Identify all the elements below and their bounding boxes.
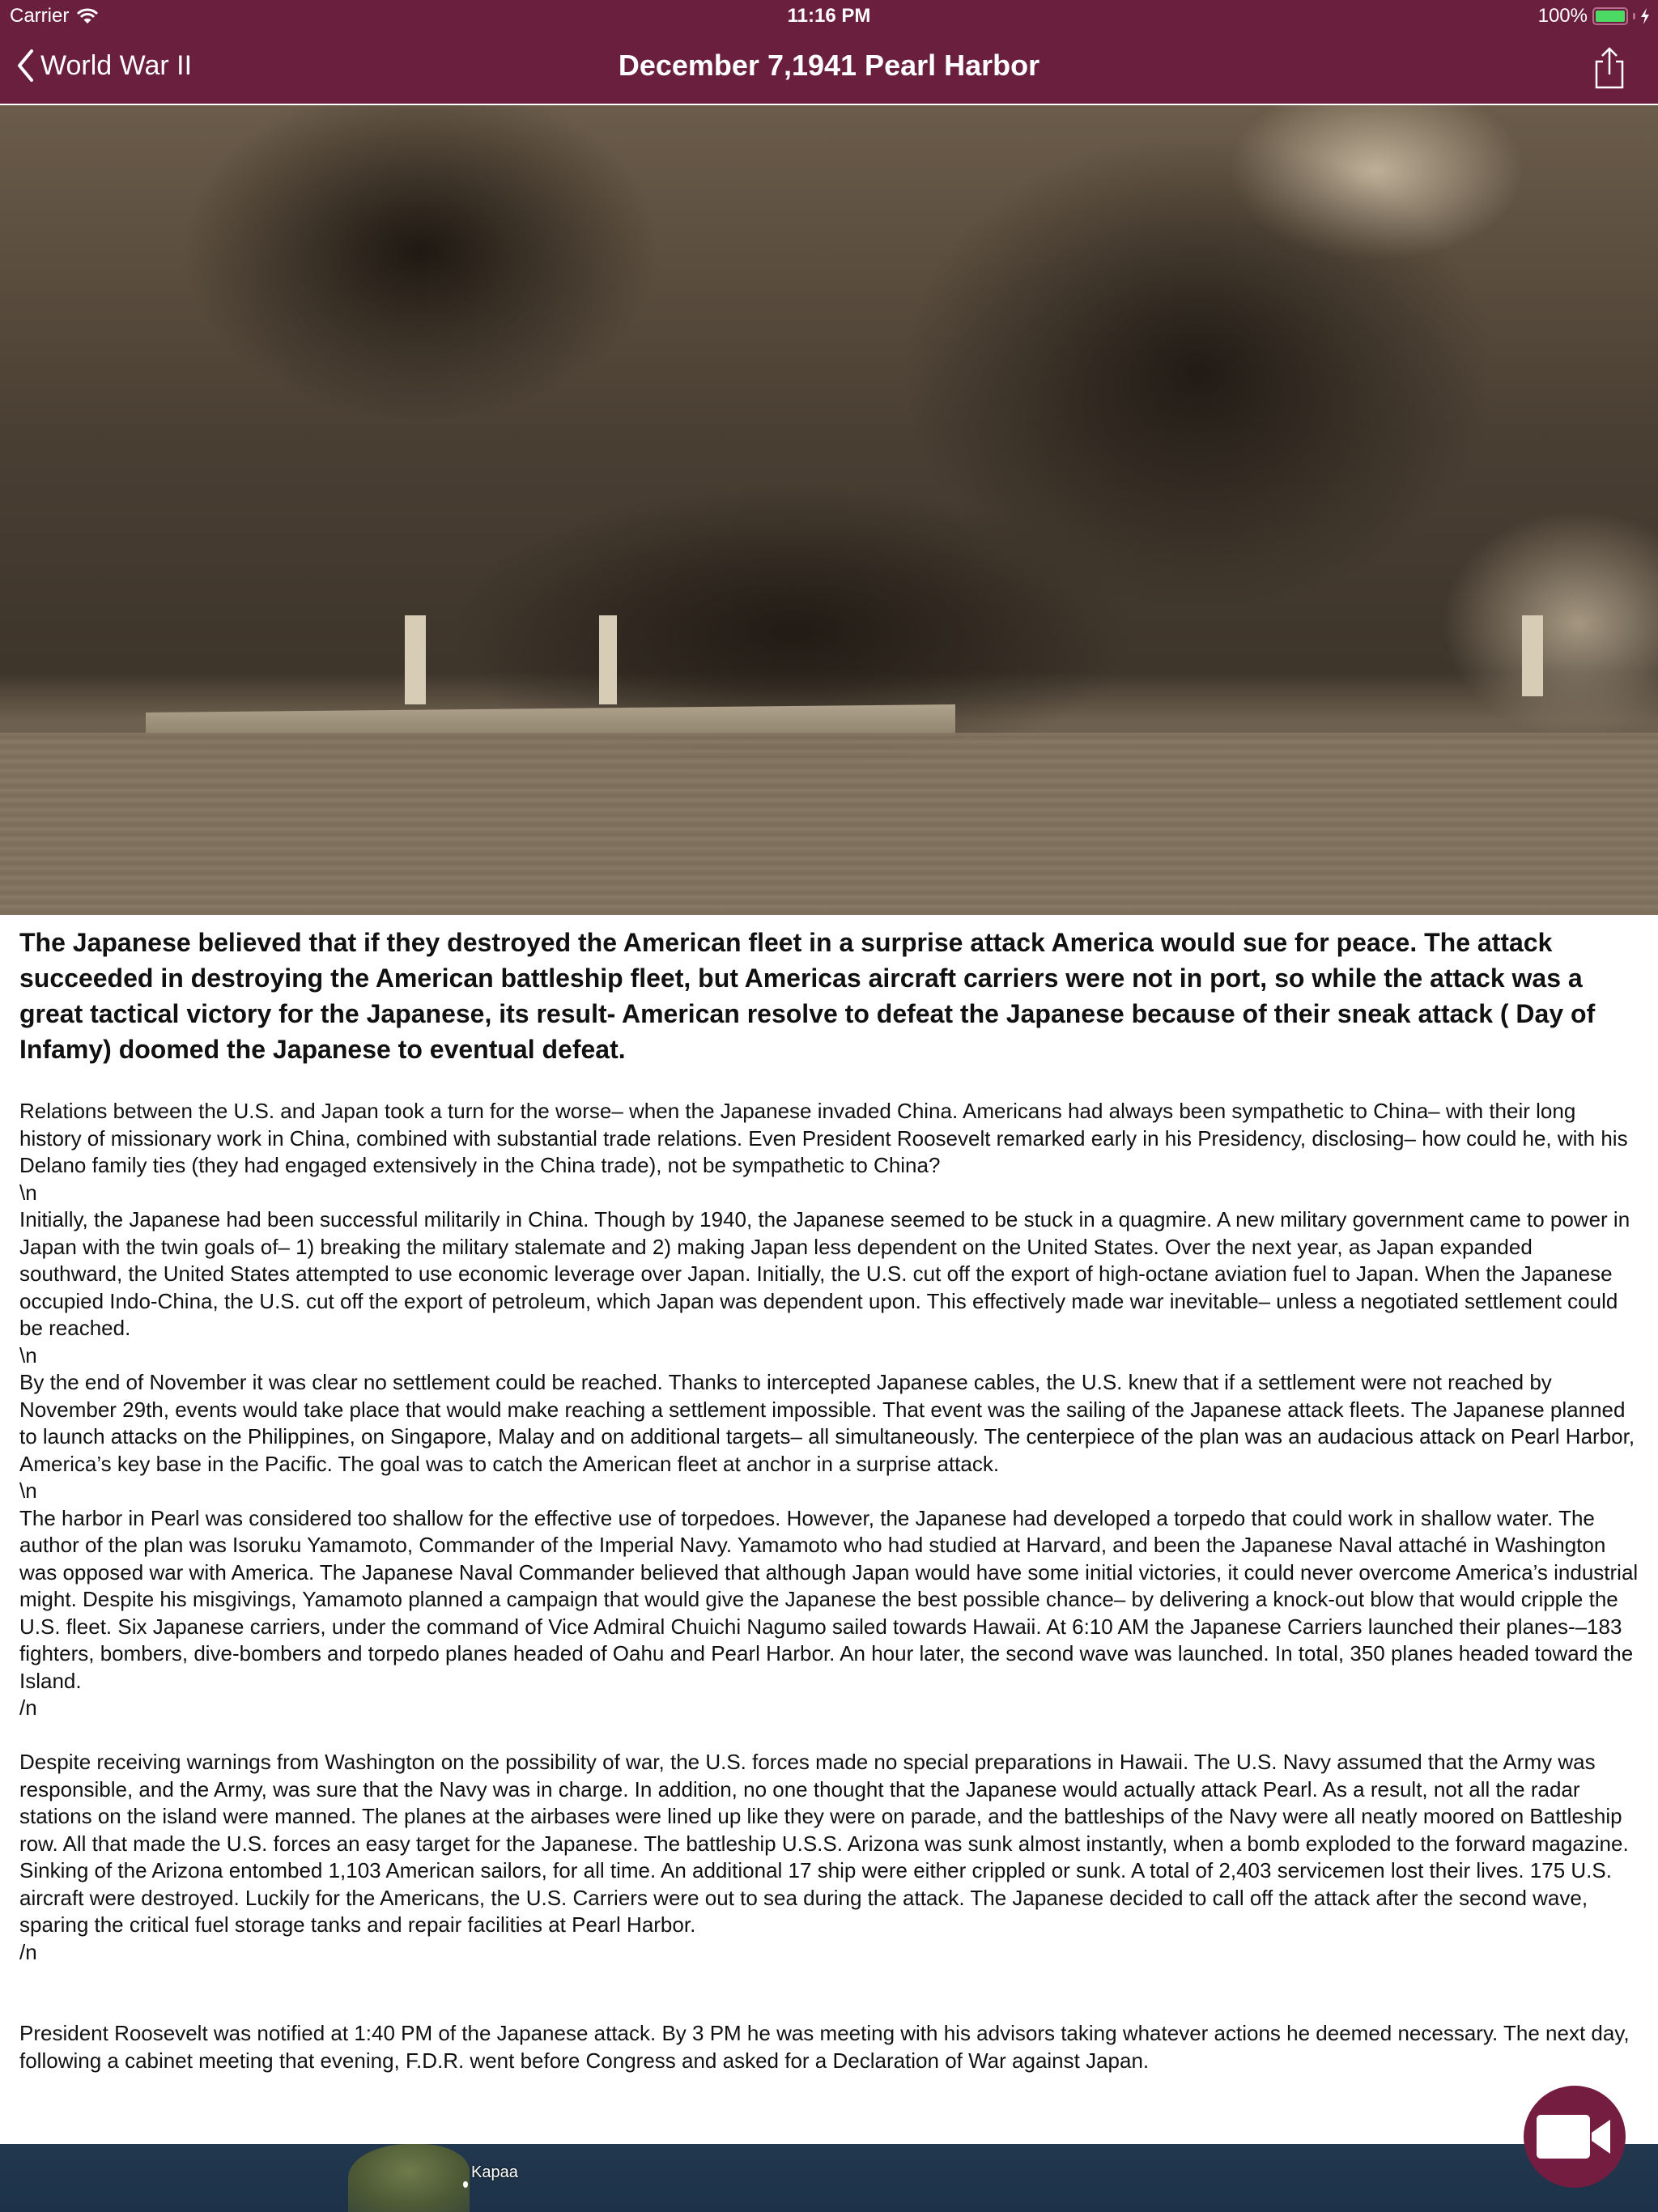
map-view[interactable] [0,2144,1658,2212]
hero-water [0,733,1658,915]
carrier-label: Carrier [10,5,70,27]
article-lead: The Japanese believed that if they destroyed the American fleet in a surprise attack America would sue for peace. The attack succeeded in destroying the American battleship fleet, but Americas aircraft carriers were not in port, so while the attack was a great tactical victory for the Japanese, its result- American resolve to defeat the Japanese because of their sneak attack ( Day of Infamy) doomed the Japanese to eventual defeat. [19,928,1596,1064]
back-button[interactable] [16,49,192,83]
share-button[interactable] [1592,45,1627,89]
article-body: Relations between the U.S. and Japan took a turn for the worse– when the Japanese invaded China. Americans had always been sympathetic to China– with their long history of missionary work in China, combined with substantial trade relations. Even President Roosevelt remarked early in his Presidency, disclosing– how could he, with his Delano family ties (they had engaged extensively in the China trade), not be sympathetic to China? \n Initially, the Japanese had been successful militarily in China. Though by 1940, the Japanese seemed to be stuck in a quagmire. A new military government came to power in Japan with the twin goals of– 1) breaking the military stalemate and 2) making Japan less dependent on the United States. Over the next year, as Japan expanded southward, the United States attempted to use economic leverage over Japan. Initially, the U.S. cut off the export of high-octane aviation fuel to Japan. When the Japanese occupied Indo-China, the U.S. cut off the export of petroleum, which Japan was dependent upon. This effectively made war inevitable– unless a negotiated settlement could be reached. \n By the end of November it was clear no settlement could be reached. Thanks to intercepted Japanese cables, the U.S. knew that if a settlement were not reached by November 29th, events would take place that would make reaching a settlement impossible. That event was the sailing of the Japanese attack fleets. The Japanese planned to launch attacks on the Philippines, on Singapore, Malay and on additional targets– all simultaneously. The centerpiece of the plan was an audacious attack on Pearl Harbor, America’s key base in the Pacific. The goal was to catch the American fleet at anchor in a surprise attack. \n The harbor in Pearl was considered too shallow for the effective use of torpedoes. However, the Japanese had developed a torpedo that could work in shallow water. The author of the plan was Isoruku Yamamoto, Commander of the Imperial Navy. Yamamoto who had studied at Harvard, and been the Japanese Naval attaché in Washington was opposed war with America. The Japanese Naval Commander believed that although Japan would have some initial victories, it could never overcome America’s industrial might. Despite his misgivings, Yamamoto planned a campaign that would give the Japanese the best possible chance– by delivering a knock-out blow that would cripple the U.S. fleet. Six Japanese carriers, under the command of Vice Admiral Chuichi Nagumo sailed towards Hawaii. At 6:10 AM the Japanese Carriers launched their planes-–183 fighters, bombers, dive-bombers and torpedo planes headed of Oahu and Pearl Harbor. An hour later, the second wave was launched. In total, 350 planes headed toward the Island. /n Despite receiving warnings from Washington on the possibility of war, the U.S. forces made no special preparations in Hawaii. The U.S. Navy assumed that the Army was responsible, and the Army, was sure that the Navy was in charge. In addition, no one thought that the Japanese would actually attack Pearl. As a result, not all the radar stations on the island were manned. The planes at the airbases were lined up like they were on parade, and the battleships of the Navy were all neatly moored on Battleship row. All that made the U.S. forces an easy target for the Japanese. The battleship U.S.S. Arizona was sunk almost instantly, when a bomb exploded to the forward magazine. Sinking of the Arizona entombed 1,103 American sailors, for all time. An additional 17 ship were either crippled or sunk. A total of 2,403 servicemen lost their lives. 175 U.S. aircraft were destroyed. Luckily for the Americans, the U.S. Carriers were out to sea during the attack. The Japanese decided to call off the attack after the second wave, sparing the critical fuel storage tanks and repair facilities at Pearl Harbor. /n President Roosevelt was notified at 1:40 PM of the Japanese attack. By 3 PM he was meeting with his advisors taking whatever actions he deemed necessary. The next day, following a cabinet meeting that evening, F.D.R. went before Congress and asked for a Declaration of War against Japan. [19,1099,1639,2073]
video-camera-icon [1537,2115,1613,2159]
status-time: 11:16 PM [787,5,871,27]
hero-mast [599,615,617,704]
share-icon [1592,45,1627,89]
video-button[interactable] [1524,2086,1626,2188]
map-place-label: Kapaa [471,2163,518,2181]
status-bar [0,0,1658,32]
article [19,925,1639,2074]
battery-cap [1633,13,1635,19]
hero-mast [405,615,426,704]
back-button-label: World War II [40,49,193,81]
charging-bolt-icon [1640,8,1650,24]
battery-level [1596,11,1625,22]
page-title: December 7,1941 Pearl Harbor [618,49,1040,82]
map-island [348,2144,470,2212]
status-right [1538,5,1650,28]
top-bar [0,0,1658,104]
chevron-left-icon [16,49,34,83]
hero-ship-silhouette [146,696,955,737]
hero-image [0,105,1658,915]
navigation-bar [0,34,1658,102]
battery-percent: 100% [1537,5,1588,27]
hero-mast [1522,615,1543,696]
map-pin-dot [463,2181,468,2188]
battery-icon [1592,7,1628,25]
